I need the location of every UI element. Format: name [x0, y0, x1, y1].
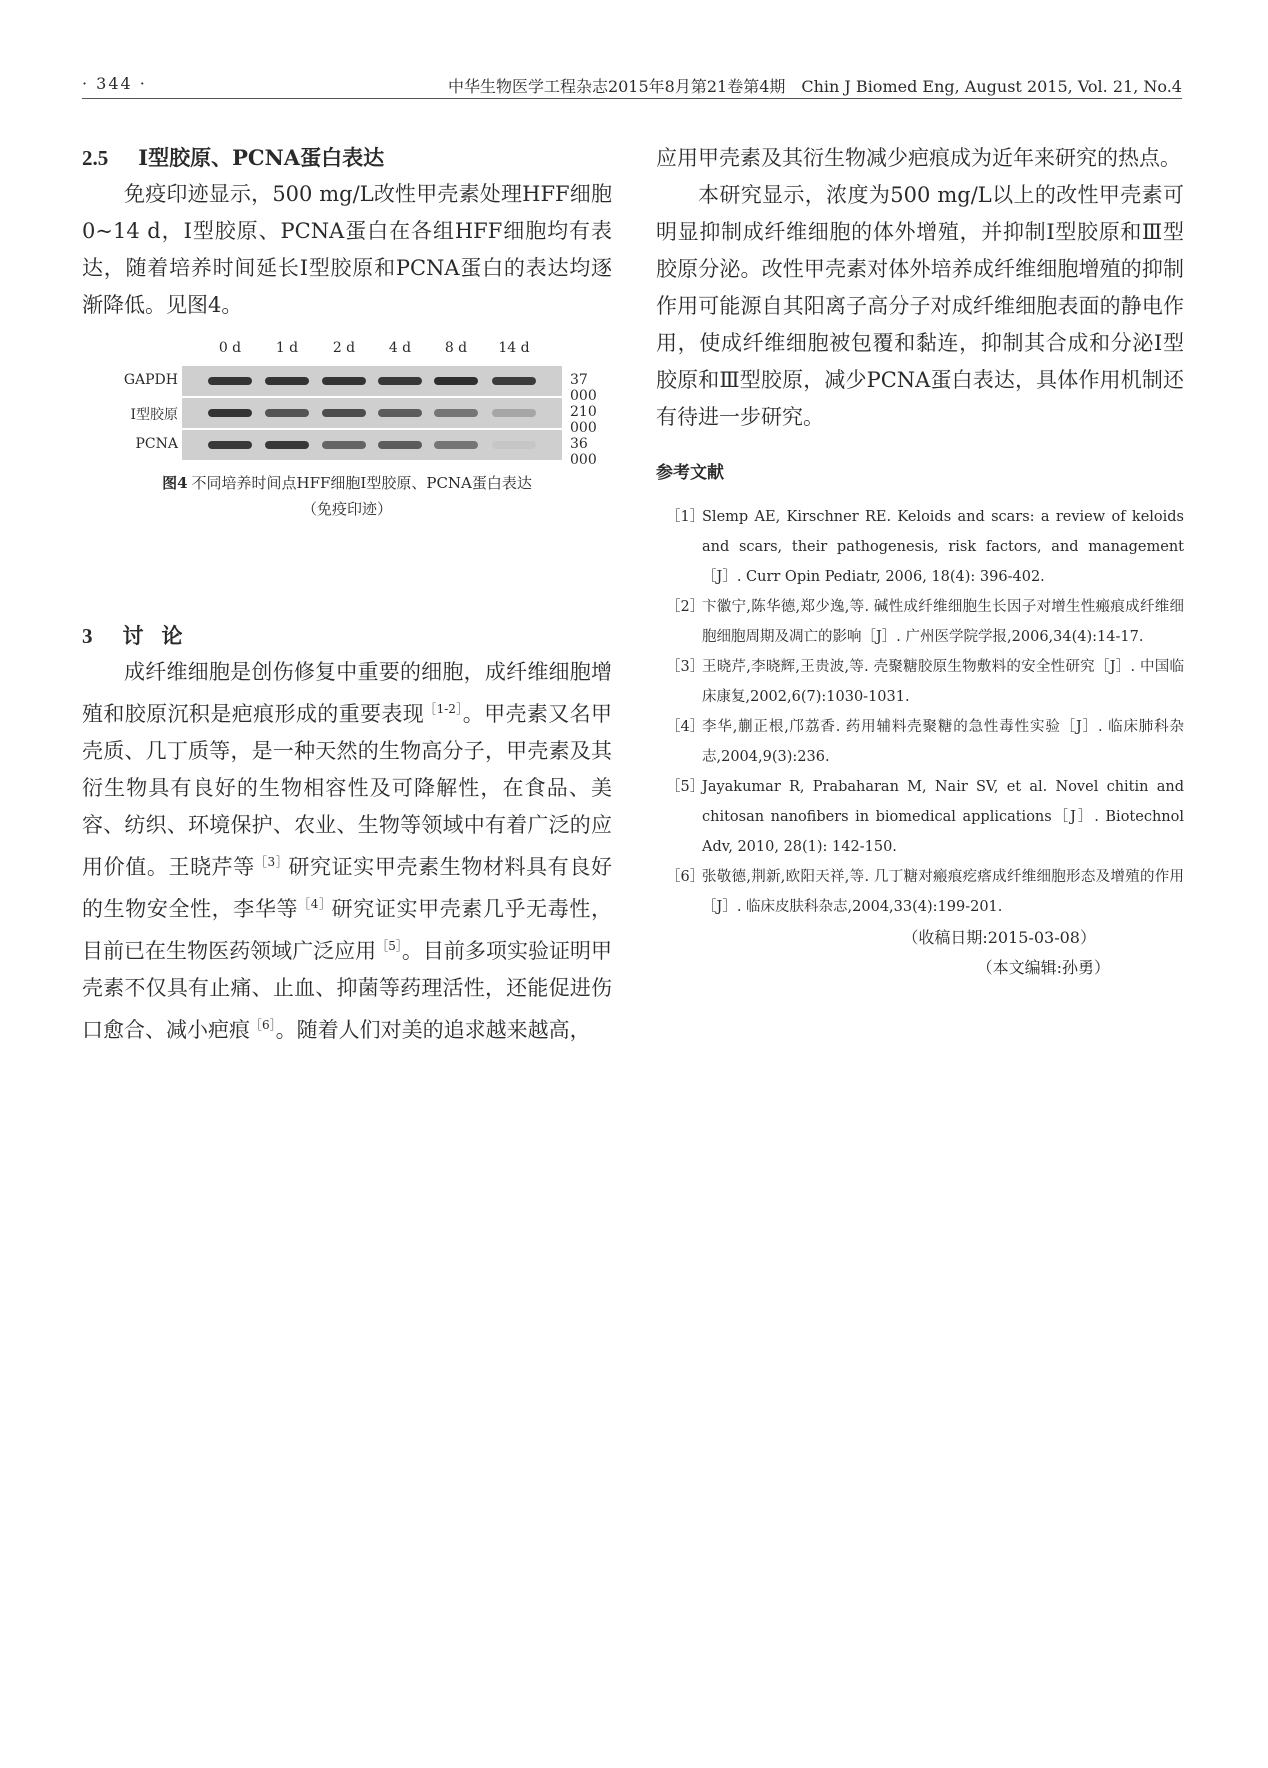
figure-label: 图4: [162, 474, 188, 492]
citation-superscript: ［4］: [298, 897, 332, 911]
lane-label: 1 d: [275, 340, 299, 356]
lane-label: 0 d: [218, 340, 242, 356]
blot-row-label: Ⅰ型胶原: [130, 407, 178, 423]
reference-item: [656, 772, 1184, 862]
paragraph-text: 。随着人们对美的追求越来越高，: [275, 1018, 591, 1042]
right-column: [656, 140, 1184, 982]
section-title: Ⅰ型胶原、PCNA蛋白表达: [138, 145, 385, 170]
protein-band: [322, 441, 366, 449]
section-number: 2.5: [82, 146, 109, 170]
blot-row-label: PCNA: [135, 436, 178, 452]
running-header: [82, 70, 1182, 99]
molecular-weight-label: 37 000: [570, 372, 597, 404]
paragraph-text: 研究证实甲壳素几乎无毒性，目前已在生物医药领域广泛应用: [82, 897, 613, 963]
discussion-paragraph-2: 本研究显示，浓度为500 mg/L以上的改性甲壳素可明显抑制成纤维细胞的体外增殖，并抑制Ⅰ型胶原和Ⅲ型胶原分泌。改性甲壳素对体外培养成纤维细胞增殖的抑制作用可能源自其阳离子高分子对成纤维细胞表面的静电作用，使成纤维细胞被包覆和黏连，抑制其合成和分泌Ⅰ型胶原和Ⅲ型胶原，减少PCNA蛋白表达，具体作用机制还有待进一步研究。: [656, 183, 1184, 429]
left-column: [82, 140, 612, 1049]
references-heading: 参考文献: [656, 463, 724, 483]
paragraph-text: 。目前多项实验证明甲壳素不仅具有止痛、止血、抑菌等药理活性，还能促进伤口愈合、减小疤痕: [82, 939, 613, 1042]
paragraph-text: 成纤维细胞是创伤修复中重要的细胞，成纤维细胞增殖和胶原沉积是疤痕形成的重要表现: [82, 660, 612, 726]
protein-band: [378, 377, 422, 385]
reference-number: ［3］: [666, 659, 705, 675]
section-3-heading: [82, 618, 612, 654]
protein-band: [208, 441, 252, 449]
blot-strip: [182, 430, 562, 460]
reference-text: 卞徽宁,陈华德,郑少逸,等. 碱性成纤维细胞生长因子对增生性瘢痕成纤维细胞细胞周期及凋亡的影响［J］. 广州医学院学报,2006,34(4):14-17.: [702, 599, 1184, 645]
reference-item: [656, 712, 1184, 772]
reference-list: [656, 502, 1184, 922]
reference-item: [656, 652, 1184, 712]
figure-caption: [82, 470, 612, 522]
western-blot-figure: [82, 340, 612, 468]
protein-band: [208, 377, 252, 385]
citation-superscript: ［1-2］: [424, 702, 463, 716]
citation-superscript: ［5］: [376, 939, 402, 953]
reference-item: [656, 862, 1184, 922]
editor-credit: （本文编辑:孙勇）: [976, 958, 1110, 977]
section-2-5-heading: [82, 140, 612, 176]
lane-label: 2 d: [332, 340, 356, 356]
protein-band: [322, 377, 366, 385]
discussion-paragraph-1-continued: 应用甲壳素及其衍生物减少疤痕成为近年来研究的热点。: [656, 146, 1181, 170]
reference-number: ［6］: [666, 869, 705, 885]
citation-superscript: ［3］: [254, 855, 289, 869]
received-date: （收稿日期:2015-03-08）: [902, 928, 1096, 947]
protein-band: [265, 409, 309, 417]
paragraph-text: 研究证实甲壳素生物材料具有良好的生物安全性，李华等: [82, 855, 613, 921]
protein-band: [265, 377, 309, 385]
journal-running-title: 中华生物医学工程杂志2015年8月第21卷第4期 Chin J Biomed Eng, August 2015, Vol. 21, No.4: [447, 77, 1182, 96]
blot-row-label: GAPDH: [123, 372, 178, 388]
reference-number: ［4］: [666, 719, 705, 735]
lane-label: 14 d: [498, 340, 530, 356]
figure-caption-text: 不同培养时间点HFF细胞Ⅰ型胶原、PCNA蛋白表达: [191, 474, 532, 492]
molecular-weight-label: 210 000: [570, 404, 597, 436]
reference-text: 张敬德,荆新,欧阳天祥,等. 几丁糖对瘢痕疙瘩成纤维细胞形态及增殖的作用［J］. 临床皮肤科杂志,2004,33(4):199-201.: [702, 869, 1184, 915]
protein-band: [322, 409, 366, 417]
protein-band: [265, 441, 309, 449]
protein-band: [492, 377, 536, 385]
page-number: · 344 ·: [82, 74, 147, 93]
blot-strip: [182, 366, 562, 396]
protein-band: [434, 377, 478, 385]
protein-band: [434, 441, 478, 449]
lane-label: 4 d: [388, 340, 412, 356]
section-2-5-paragraph: 免疫印迹显示，500 mg/L改性甲壳素处理HFF细胞0~14 d，Ⅰ型胶原、PCNA蛋白在各组HFF细胞均有表达，随着培养时间延长Ⅰ型胶原和PCNA蛋白的表达均逐渐降低。见图4。: [82, 182, 612, 317]
protein-band: [378, 441, 422, 449]
protein-band: [434, 409, 478, 417]
molecular-weight-label: 36 000: [570, 436, 597, 468]
figure-caption-sub: （免疫印迹）: [301, 500, 392, 518]
reference-text: 李华,蒯正根,邝荔香. 药用辅料壳聚糖的急性毒性实验［J］. 临床肺科杂志,2004,9(3):236.: [702, 719, 1184, 765]
reference-text: 王晓芹,李晓辉,王贵波,等. 壳聚糖胶原生物敷料的安全性研究［J］. 中国临床康复,2002,6(7):1030-1031.: [702, 659, 1184, 705]
section-title: 讨论: [122, 623, 201, 648]
discussion-paragraph-1: [82, 654, 612, 1049]
protein-band: [492, 441, 536, 449]
reference-item: [656, 502, 1184, 592]
reference-text: Jayakumar R, Prabaharan M, Nair SV, et al. Novel chitin and chitosan nanofibers in biomedical applications［J］. Biotechnol Adv, 2010, 28(1): 142-150.: [702, 779, 1184, 855]
blot-strip: [182, 398, 562, 428]
lane-label: 8 d: [444, 340, 468, 356]
reference-item: [656, 592, 1184, 652]
reference-number: ［1］: [666, 509, 705, 525]
section-number: 3: [82, 624, 93, 648]
protein-band: [208, 409, 252, 417]
protein-band: [378, 409, 422, 417]
reference-text: Slemp AE, Kirschner RE. Keloids and scars: a review of keloids and scars, their pathogenesis, risk factors, and management［J］. Curr Opin Pediatr, 2006, 18(4): 396-402.: [702, 509, 1184, 585]
reference-number: ［5］: [666, 779, 705, 795]
citation-superscript: ［6］: [250, 1018, 276, 1032]
paragraph-text: 。甲壳素又名甲壳质、几丁质等，是一种天然的生物高分子，甲壳素及其衍生物具有良好的生物相容性及可降解性，在食品、美容、纺织、环境保护、农业、生物等领域中有着广泛的应用价值。王晓芹等: [82, 702, 613, 879]
protein-band: [492, 409, 536, 417]
reference-number: ［2］: [666, 599, 705, 615]
